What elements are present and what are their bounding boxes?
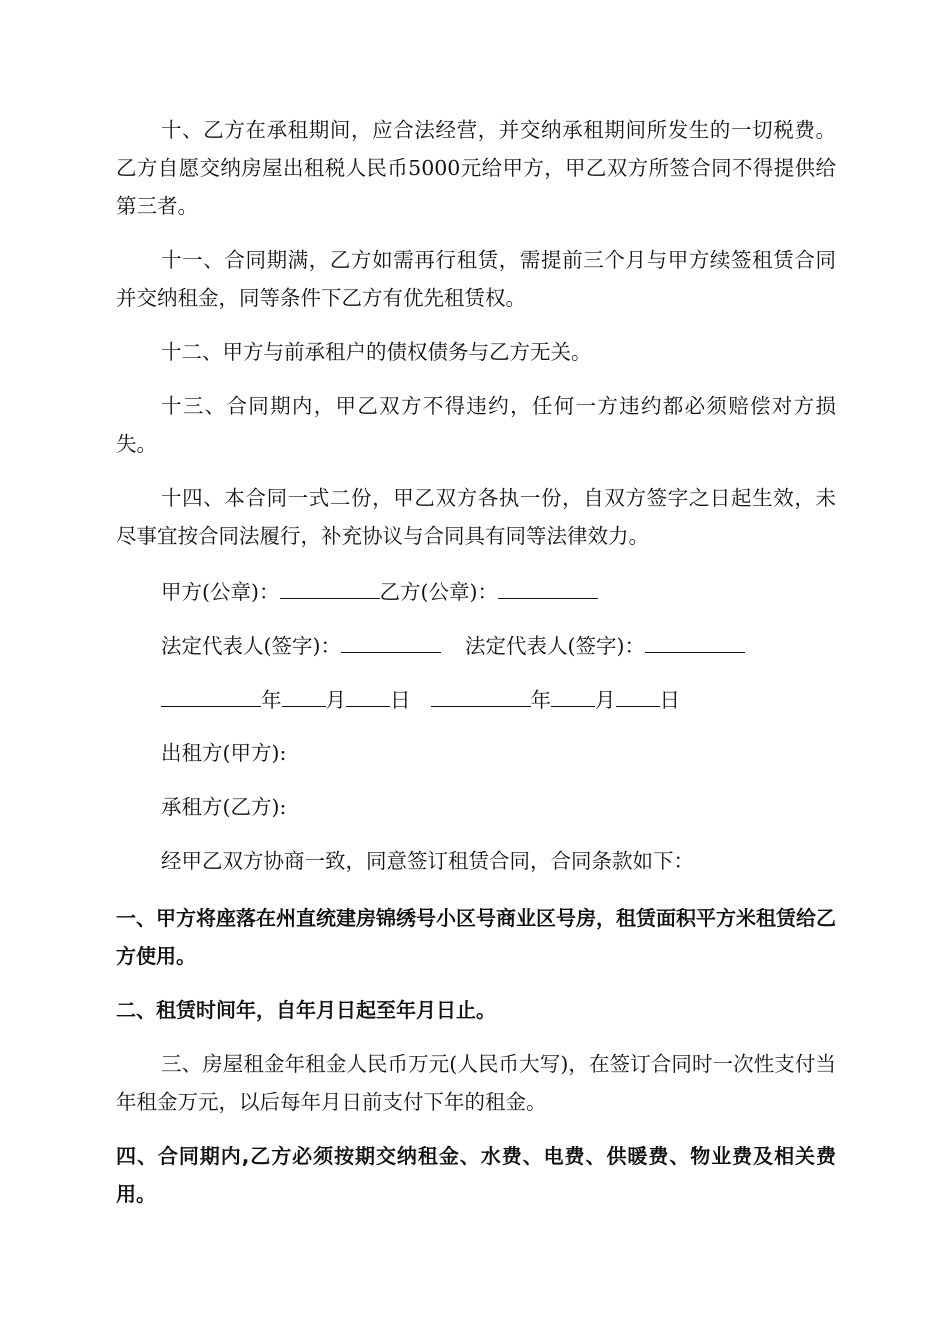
party-a-seal-blank — [280, 576, 380, 599]
date-b-year-blank — [431, 684, 531, 707]
date-b-day-blank — [616, 684, 660, 707]
clause-eleven: 十一、合同期满，乙方如需再行租赁，需提前三个月与甲方续签租赁合同并交纳租金，同等条件下乙方有优先租赁权。 — [116, 248, 836, 310]
rep-a-label: 法定代表人(签字)： — [161, 634, 341, 658]
clause-ten: 十、乙方在承租期间，应合法经营，并交纳承租期间所发生的一切税费。乙方自愿交纳房屋出租税人民币5000元给甲方，甲乙双方所签合同不得提供给第三者。 — [116, 118, 836, 218]
date-a-year: 年 — [261, 688, 282, 712]
party-b-seal-label: 乙方(公章)： — [379, 580, 498, 604]
date-a-day-blank — [346, 684, 390, 707]
date-b-month-blank — [551, 684, 595, 707]
clause-fourteen: 十四、本合同一式二份，甲乙双方各执一份，自双方签字之日起生效，未尽事宜按合同法履行，补充协议与合同具有同等法律效力。 — [116, 486, 836, 548]
date-a-day: 日 — [390, 688, 411, 712]
clause-twelve: 十二、甲方与前承租户的债权债务与乙方无关。 — [161, 340, 592, 364]
party-a-seal-label: 甲方(公章)： — [161, 580, 280, 604]
item-one: 一、甲方将座落在州直统建房锦绣号小区号商业区号房，租赁面积平方米租赁给乙方使用。 — [116, 906, 836, 968]
party-b-seal-blank — [498, 576, 598, 599]
date-b-day: 日 — [659, 688, 680, 712]
date-a-year-blank — [161, 684, 261, 707]
item-three: 三、房屋租金年租金人民币万元(人民币大写)，在签订合同时一次性支付当年租金万元，以后每年月日前支付下年的租金。 — [116, 1052, 836, 1114]
rep-a-blank — [341, 630, 441, 653]
item-two: 二、租赁时间年，自年月日起至年月日止。 — [116, 998, 496, 1022]
representative-line — [161, 630, 745, 661]
seal-line — [161, 576, 598, 607]
date-a-month: 月 — [325, 688, 346, 712]
rep-b-label: 法定代表人(签字)： — [465, 634, 645, 658]
lessor-label: 出租方(甲方): — [161, 741, 287, 765]
rep-b-blank — [645, 630, 745, 653]
item-four: 四、合同期内,乙方必须按期交纳租金、水费、电费、供暖费、物业费及相关费用。 — [116, 1144, 836, 1206]
date-line — [161, 684, 680, 715]
date-b-year: 年 — [530, 688, 551, 712]
clause-thirteen: 十三、合同期内，甲乙双方不得违约，任何一方违约都必须赔偿对方损失。 — [116, 394, 836, 456]
date-b-month: 月 — [595, 688, 616, 712]
date-a-month-blank — [282, 684, 326, 707]
lessee-label: 承租方(乙方): — [161, 795, 287, 819]
contract-intro: 经甲乙双方协商一致，同意签订租赁合同，合同条款如下： — [161, 849, 694, 873]
